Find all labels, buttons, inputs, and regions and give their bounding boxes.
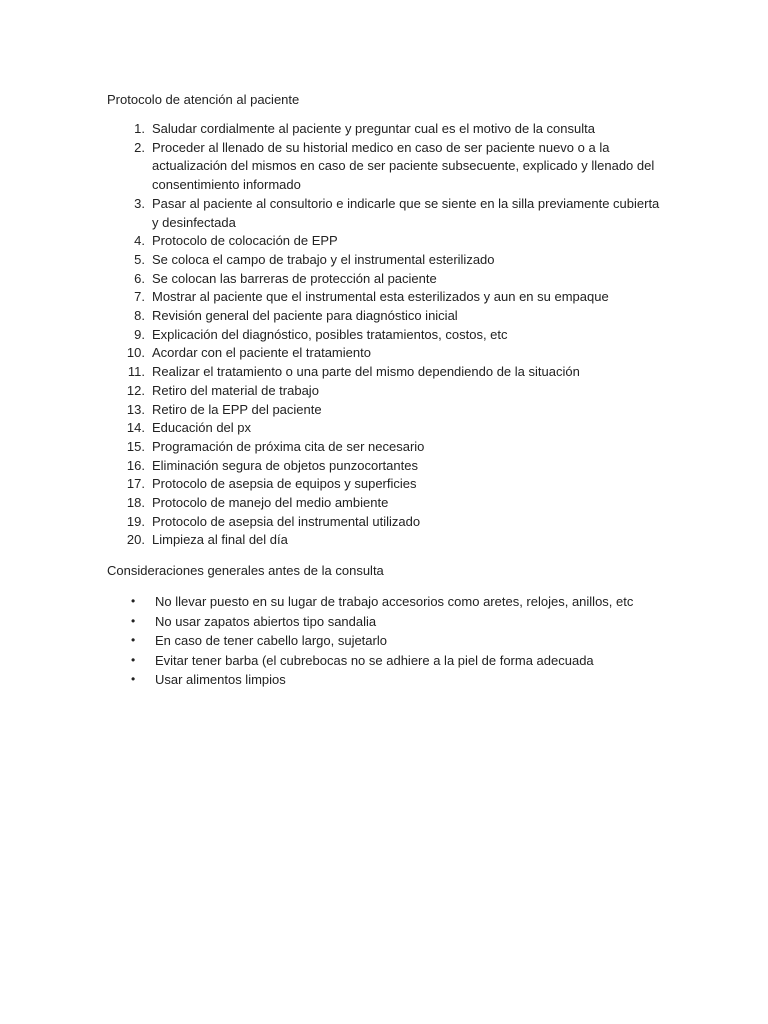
list-item xyxy=(107,288,667,307)
list-item-text: Retiro de la EPP del paciente xyxy=(152,401,322,417)
list-item-text: Se colocan las barreras de protección al paciente xyxy=(152,270,437,286)
protocol-heading: Protocolo de atención al paciente xyxy=(107,92,300,107)
bullet-icon: • xyxy=(131,633,136,647)
list-item-text: Saludar cordialmente al paciente y preguntar cual es el motivo de la consulta xyxy=(152,121,595,136)
protocol-steps-list xyxy=(107,120,667,550)
list-number: 19. xyxy=(126,513,145,529)
list-item xyxy=(107,363,667,382)
list-item-text: Proceder al llenado de su historial medico en caso de ser paciente nuevo o a la actualización del mismos en caso de ser paciente subsecuente, explicado y llenado del consentimiento informado xyxy=(152,139,655,193)
list-number: 9. xyxy=(134,326,145,342)
list-item xyxy=(107,612,667,632)
bullet-icon: • xyxy=(131,594,136,608)
list-item-text: No llevar puesto en su lugar de trabajo accesorios como aretes, relojes, anillos, etc xyxy=(155,594,634,609)
list-number: 14. xyxy=(126,420,145,436)
list-item xyxy=(107,326,667,345)
list-number: 17. xyxy=(126,476,145,492)
list-item-text: Educación del px xyxy=(152,420,252,436)
list-item xyxy=(107,382,667,401)
list-item-text: Revisión general del paciente para diagnóstico inicial xyxy=(152,308,458,324)
list-item-text: Limpieza al final del día xyxy=(152,532,288,548)
list-item xyxy=(107,592,667,612)
list-number: 20. xyxy=(126,532,145,548)
list-number: 18. xyxy=(126,495,145,511)
bullet-icon: • xyxy=(131,652,136,667)
list-item xyxy=(107,475,667,494)
list-item-text: Eliminación segura de objetos punzocortantes xyxy=(152,457,418,473)
list-item-text: Se coloca el campo de trabajo y el instrumental esterilizado xyxy=(152,251,495,267)
list-number: 6. xyxy=(134,270,145,286)
list-item-text: Usar alimentos limpios xyxy=(155,672,286,687)
list-item-text: Programación de próxima cita de ser necesario xyxy=(152,438,425,454)
list-item-text: Acordar con el paciente el tratamiento xyxy=(152,345,371,361)
list-item xyxy=(107,232,667,251)
list-number: 15. xyxy=(126,438,145,454)
list-item-text: Explicación del diagnóstico, posibles tratamientos, costos, etc xyxy=(152,326,508,342)
list-item-text: Evitar tener barba (el cubrebocas no se adhiere a la piel de forma adecuada xyxy=(155,652,594,668)
list-item xyxy=(107,438,667,457)
considerations-heading: Consideraciones generales antes de la consulta xyxy=(107,563,384,578)
list-number: 11. xyxy=(127,364,145,380)
list-item xyxy=(107,531,667,550)
list-item xyxy=(107,457,667,476)
list-number: 4. xyxy=(134,233,145,249)
list-item xyxy=(107,401,667,420)
list-item-text: Protocolo de asepsia de equipos y superficies xyxy=(152,476,417,492)
list-item-text: Realizar el tratamiento o una parte del mismo dependiendo de la situación xyxy=(152,364,580,380)
list-number: 5. xyxy=(134,251,145,267)
list-item xyxy=(107,344,667,363)
list-number: 13. xyxy=(126,401,145,417)
list-item xyxy=(107,513,667,532)
list-item-text: Protocolo de colocación de EPP xyxy=(152,233,338,249)
list-item xyxy=(107,270,667,289)
list-number: 1. xyxy=(134,121,145,136)
list-item xyxy=(107,419,667,438)
list-item xyxy=(107,631,667,651)
considerations-list xyxy=(107,592,667,690)
bullet-icon: • xyxy=(131,613,136,628)
list-number: 8. xyxy=(134,308,145,324)
list-item xyxy=(107,307,667,326)
list-item xyxy=(107,651,667,671)
list-number: 16. xyxy=(126,457,145,473)
list-item xyxy=(107,251,667,270)
list-item-text: Pasar al paciente al consultorio e indicarle que se siente en la silla previamente cubierta y desinfectada xyxy=(152,195,660,230)
list-item-text: Protocolo de asepsia del instrumental utilizado xyxy=(152,513,421,529)
list-number: 2. xyxy=(134,139,145,155)
list-number: 12. xyxy=(126,382,145,398)
list-item xyxy=(107,139,667,195)
list-item-text: Protocolo de manejo del medio ambiente xyxy=(152,495,389,511)
list-item-text: En caso de tener cabello largo, sujetarlo xyxy=(155,633,387,648)
list-item-text: No usar zapatos abiertos tipo sandalia xyxy=(155,613,377,629)
list-item xyxy=(107,670,667,690)
list-item xyxy=(107,120,667,139)
list-number: 10. xyxy=(126,345,145,361)
list-item xyxy=(107,195,667,232)
bullet-icon: • xyxy=(131,672,136,686)
list-item xyxy=(107,494,667,513)
list-item-text: Retiro del material de trabajo xyxy=(152,382,319,398)
list-item-text: Mostrar al paciente que el instrumental esta esterilizados y aun en su empaque xyxy=(152,289,609,305)
list-number: 7. xyxy=(134,289,145,305)
list-number: 3. xyxy=(134,195,145,211)
